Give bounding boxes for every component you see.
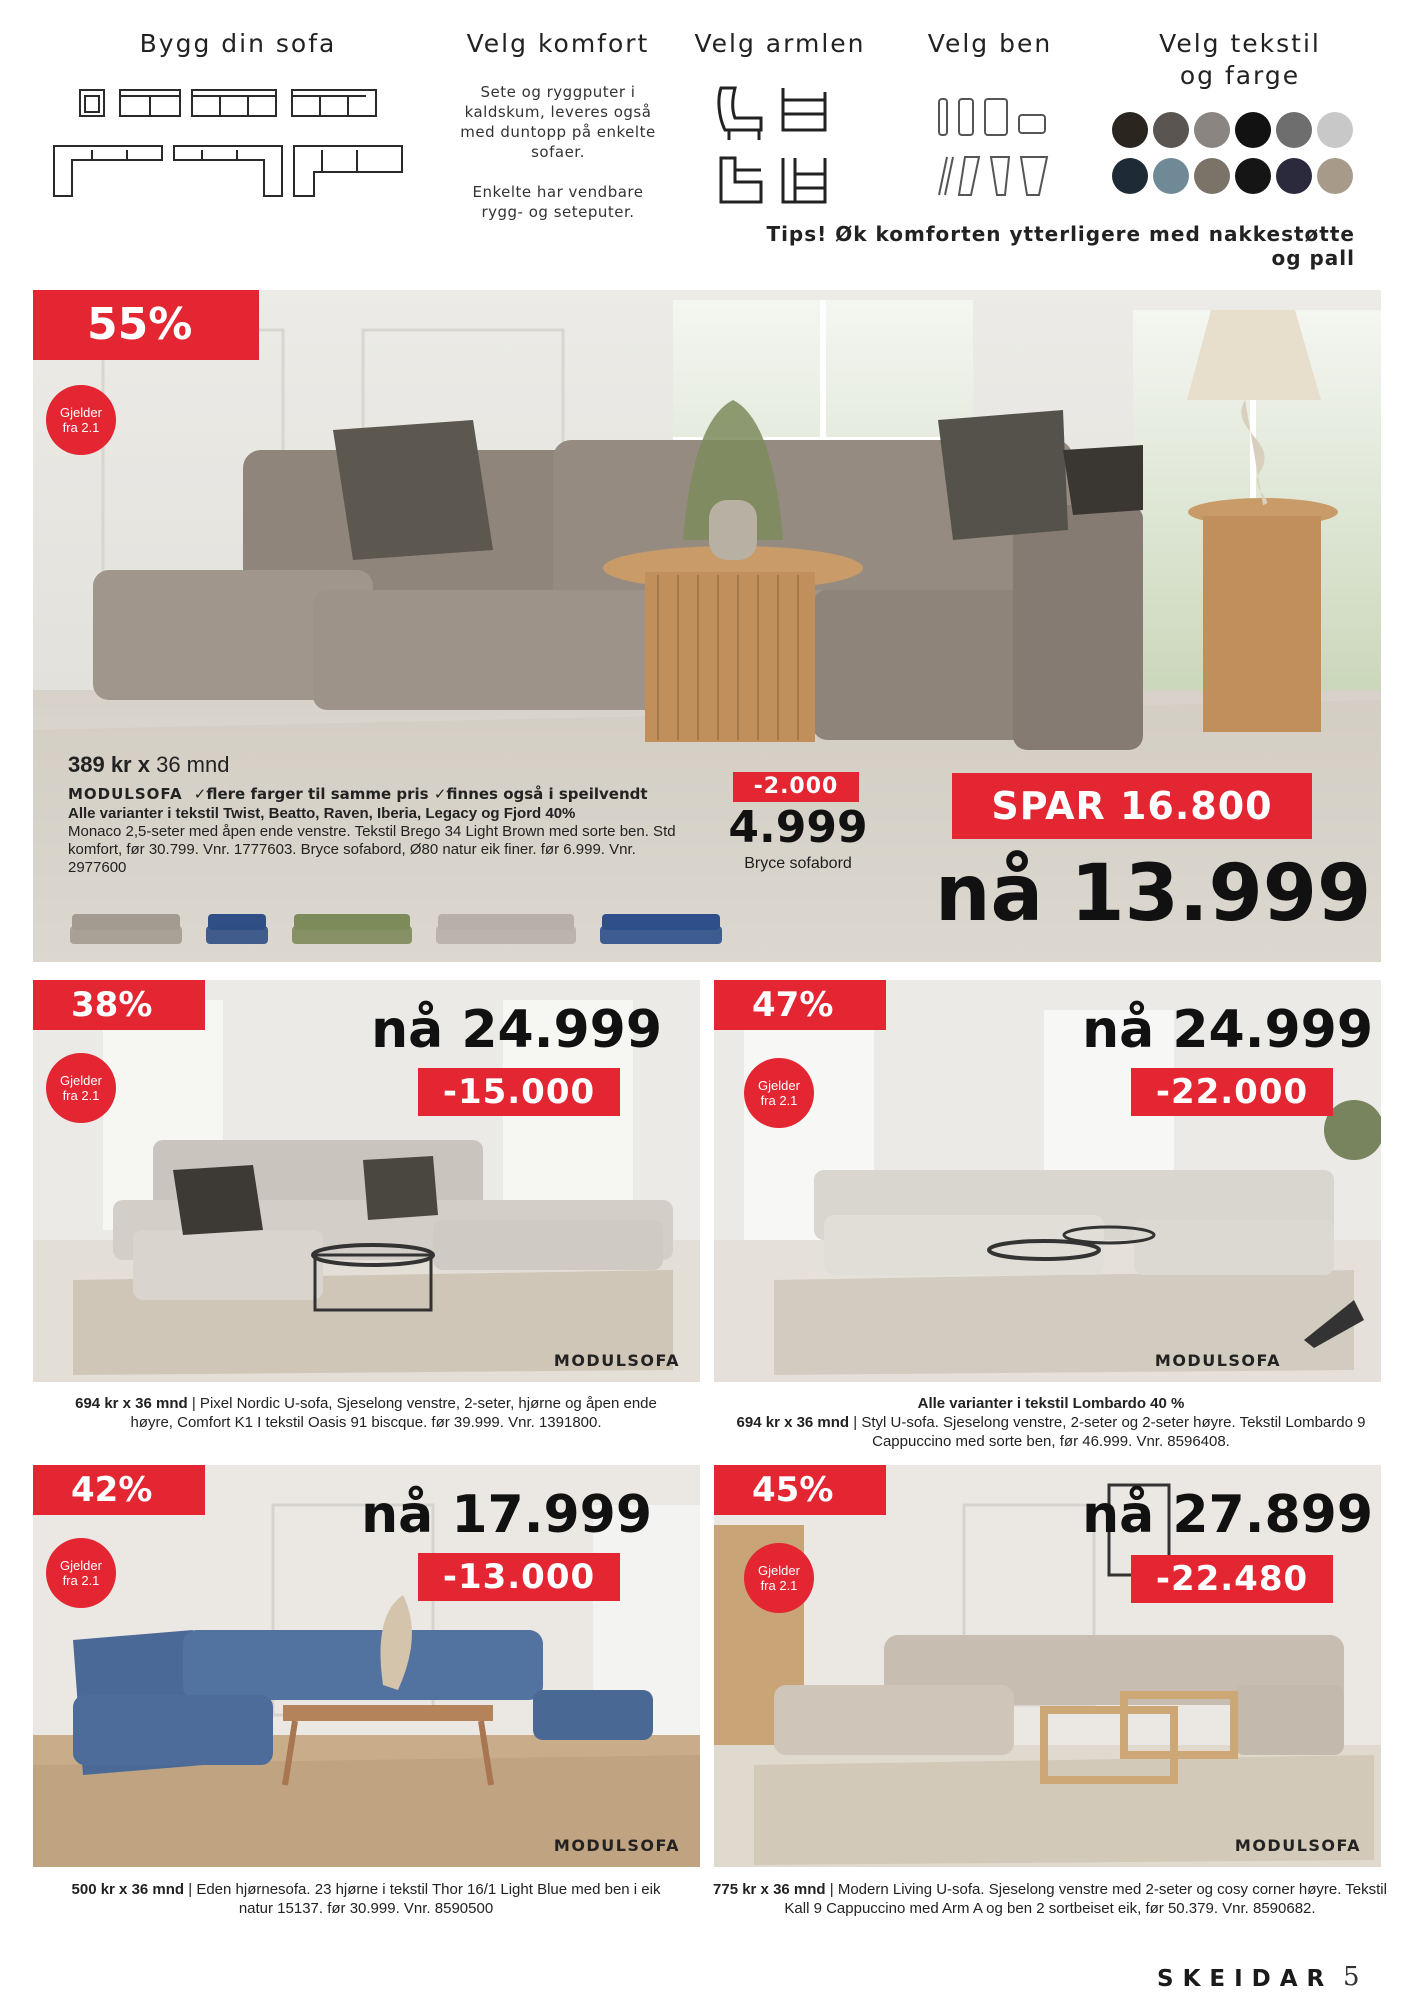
- armrest-options-icon: [715, 78, 835, 213]
- hero-monthly: [68, 751, 688, 779]
- fabric-swatch: [1276, 112, 1312, 148]
- hero-title: MODULSOFA: [68, 785, 183, 803]
- valid-from-line2: fra 2.1: [62, 1573, 100, 1588]
- hero-title-row: [68, 783, 688, 805]
- table-name: Bryce sofabord: [744, 855, 852, 872]
- saving-box: -22.480: [1131, 1555, 1333, 1603]
- valid-from-line2: fra 2.1: [62, 420, 100, 435]
- hero-spar-box: SPAR 16.800: [952, 773, 1312, 839]
- valid-from-line1: Gjelder: [60, 405, 102, 420]
- modulsofa-label: MODULSOFA: [553, 1351, 680, 1370]
- hero-discount-badge: 55%: [33, 290, 259, 360]
- hero-variants: Alle varianter i tekstil Twist, Beatto, Raven, Iberia, Legacy og Fjord 40%: [68, 805, 576, 822]
- tips-text: Tips! Øk komforten ytterligere med nakkestøtte og pall: [766, 222, 1355, 270]
- hero-monthly-amount: 389 kr x: [68, 752, 150, 777]
- valid-from-line1: Gjelder: [60, 1558, 102, 1573]
- valid-from-line2: fra 2.1: [760, 1093, 798, 1108]
- hero-valid-from-badge: [46, 385, 116, 455]
- fabric-swatch: [1153, 158, 1189, 194]
- hero-monthly-term: 36 mnd: [156, 752, 230, 777]
- discount-badge: 38%: [33, 980, 205, 1030]
- product-panel-2: [714, 980, 1381, 1382]
- armrest-heading: Velg armlen: [694, 29, 866, 58]
- sofa-variant-thumbnail: [292, 910, 412, 950]
- hero-offer-text: [68, 751, 688, 877]
- saving-box: -13.000: [418, 1553, 620, 1601]
- page-number: 5: [1343, 1962, 1360, 1992]
- valid-from-badge: [46, 1053, 116, 1123]
- saving-box: -22.000: [1131, 1068, 1333, 1116]
- sofa-variant-thumbnail: [600, 910, 722, 950]
- valid-from-badge: [744, 1543, 814, 1613]
- legs-options-icon: [935, 95, 1060, 205]
- caption-monthly: 775 kr x 36 mnd: [713, 1881, 826, 1898]
- fabric-swatch: [1194, 158, 1230, 194]
- modulsofa-label: MODULSOFA: [1234, 1836, 1361, 1855]
- discount-badge: 45%: [714, 1465, 886, 1515]
- fabric-swatch: [1235, 158, 1271, 194]
- comfort-text: Sete og ryggputer i kaldskum, leveres også med duntopp på enkelte sofaer.: [460, 83, 656, 161]
- table-discount: -2.000: [733, 772, 859, 802]
- comfort-heading: Velg komfort: [466, 29, 650, 58]
- valid-from-line2: fra 2.1: [760, 1578, 798, 1593]
- fabric-swatch: [1112, 112, 1148, 148]
- valid-from-line1: Gjelder: [758, 1563, 800, 1578]
- product-panel-1: [33, 980, 700, 1382]
- product-caption-2: [716, 1394, 1386, 1451]
- now-price: nå 24.999: [371, 1000, 662, 1060]
- caption-description: | Eden hjørnesofa. 23 hjørne i tekstil Thor 16/1 Light Blue med ben i eik natur 15137. før 30.999. Vnr. 8590500: [184, 1881, 661, 1917]
- valid-from-line1: Gjelder: [758, 1078, 800, 1093]
- caption-description: | Pixel Nordic U-sofa, Sjeselong venstre, 2-seter, hjørne og åpen ende høyre, Comfort K1 I tekstil Oasis 91 biscque. før 39.999. Vnr. 1391800.: [130, 1395, 657, 1431]
- color-swatches: [1112, 112, 1362, 194]
- textile-heading-line1: Velg tekstil: [1159, 29, 1321, 58]
- valid-from-line2: fra 2.1: [62, 1088, 100, 1103]
- now-price: nå 17.999: [361, 1485, 652, 1545]
- textile-heading: [1120, 28, 1360, 92]
- fabric-swatch: [1112, 158, 1148, 194]
- hero-features: ✓flere farger til samme pris ✓finnes også i speilvendt: [193, 785, 648, 803]
- fabric-swatch: [1194, 112, 1230, 148]
- sofa-variant-thumbnail: [70, 910, 182, 950]
- fabric-swatch: [1153, 112, 1189, 148]
- discount-badge: 42%: [33, 1465, 205, 1515]
- sofa-modules-illustration: [52, 88, 407, 198]
- product-panel-4: [714, 1465, 1381, 1867]
- comfort-text-reversible: Enkelte har vendbare rygg- og seteputer.: [472, 183, 644, 221]
- hero-color-variants: [70, 905, 740, 955]
- legs-heading: Velg ben: [927, 29, 1053, 58]
- caption-monthly: 694 kr x 36 mnd: [75, 1395, 188, 1412]
- discount-badge: 47%: [714, 980, 886, 1030]
- hero-now-price: nå 13.999: [935, 849, 1372, 939]
- caption-description: | Modern Living U-sofa. Sjeselong venstre med 2-seter og cosy corner høyre. Tekstil Kall 9 Cappuccino med Arm A og ben 2 sortbeiset eik, før 50.379. Vnr. 8590682.: [784, 1881, 1387, 1917]
- build-heading: Bygg din sofa: [139, 29, 337, 58]
- modulsofa-label: MODULSOFA: [553, 1836, 680, 1855]
- caption-description: | Styl U-sofa. Sjeselong venstre, 2-seter og 2-seter høyre. Tekstil Lombardo 9 Cappuccino med sorte ben, før 46.999. Vnr. 8596408.: [849, 1414, 1366, 1450]
- sofa-variant-thumbnail: [436, 910, 576, 950]
- saving-box: -15.000: [418, 1068, 620, 1116]
- caption-monthly: 500 kr x 36 mnd: [71, 1881, 185, 1898]
- hero-description: Monaco 2,5-seter med åpen ende venstre. Tekstil Brego 34 Light Brown med sorte ben. Std komfort, før 30.799. Vnr. 1777603. Bryce sofabord, Ø80 natur eik finer. før 6.999. Vnr. 2977600: [68, 823, 676, 876]
- valid-from-badge: [744, 1058, 814, 1128]
- caption-variants: Alle varianter i tekstil Lombardo 40 %: [917, 1395, 1185, 1412]
- product-caption-3: [66, 1880, 666, 1918]
- product-panel-3: [33, 1465, 700, 1867]
- fabric-swatch: [1235, 112, 1271, 148]
- fabric-swatch: [1317, 158, 1353, 194]
- product-caption-1: [66, 1394, 666, 1432]
- valid-from-badge: [46, 1538, 116, 1608]
- product-caption-4: [700, 1880, 1400, 1918]
- textile-heading-line2: og farge: [1179, 61, 1301, 90]
- valid-from-line1: Gjelder: [60, 1073, 102, 1088]
- now-price: nå 24.999: [1082, 1000, 1373, 1060]
- brand-logo: SKEIDAR: [1157, 1966, 1334, 1992]
- fabric-swatch: [1317, 112, 1353, 148]
- fabric-swatch: [1276, 158, 1312, 194]
- modulsofa-label: MODULSOFA: [1154, 1351, 1281, 1370]
- now-price: nå 27.899: [1082, 1485, 1373, 1545]
- caption-monthly: 694 kr x 36 mnd: [736, 1414, 850, 1431]
- sofa-variant-thumbnail: [206, 910, 268, 950]
- table-price: 4.999: [728, 802, 868, 853]
